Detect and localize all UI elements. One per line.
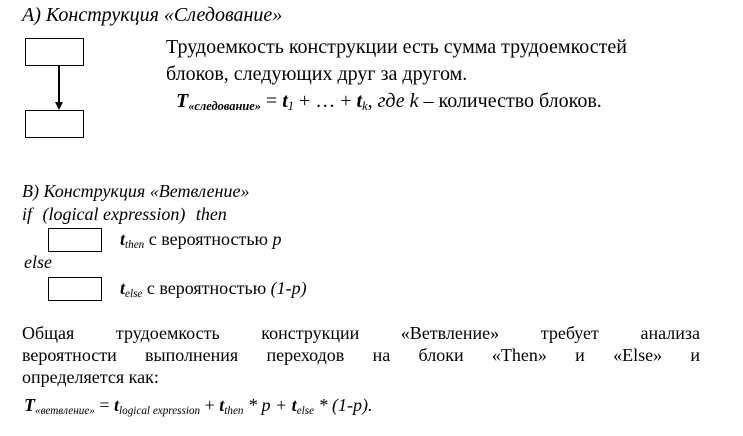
then-keyword: then xyxy=(195,204,227,224)
formula-b-T-sub: «ветвление» xyxy=(35,404,95,417)
else-probability xyxy=(120,278,307,300)
else-keyword: else xyxy=(24,252,52,272)
formula-b-mul2: * (1-p). xyxy=(314,395,373,415)
sequence-arrow-line xyxy=(58,66,60,104)
then-block xyxy=(48,228,102,252)
else-text: с вероятностью xyxy=(142,278,271,298)
sequence-block-bottom xyxy=(25,110,84,138)
sequence-arrow-head xyxy=(55,102,63,110)
formula-a-mid: + … + xyxy=(293,90,357,112)
formula-b-plus1: + xyxy=(200,395,220,415)
section-b-para-line1: Общая трудоемкость конструкции «Ветвление» требует анализа xyxy=(22,323,700,343)
else-t: t xyxy=(120,278,126,298)
formula-a-tk: t xyxy=(356,90,363,112)
then-text: с вероятностью xyxy=(144,229,273,249)
formula-b-mul1: * p + xyxy=(243,395,292,415)
formula-a-tk-sub: k xyxy=(362,99,368,114)
formula-b-eq: = xyxy=(94,395,115,415)
formula-b-t-log: t xyxy=(114,395,120,415)
formula-a-t1-sub: 1 xyxy=(287,99,294,114)
section-b-para-line2: вероятности выполнения переходов на блоки «Then» и «Else» и xyxy=(22,345,700,365)
section-a-formula xyxy=(176,90,602,114)
else-t-sub: else xyxy=(125,287,143,300)
if-keyword: if xyxy=(22,204,33,224)
formula-a-tail-italic: , где k xyxy=(367,90,419,112)
else-block xyxy=(48,277,102,301)
section-b-formula xyxy=(24,395,373,417)
then-t: t xyxy=(120,229,126,249)
then-t-sub: then xyxy=(125,238,145,251)
formula-b-t-then: t xyxy=(219,395,225,415)
logical-expression: (logical expression) xyxy=(42,204,186,224)
section-b-heading: B) Конструкция «Ветвление» xyxy=(22,181,250,201)
formula-a-T-sub: «следование» xyxy=(188,99,261,114)
formula-b-t-else-sub: else xyxy=(296,404,315,417)
formula-a-t1: t xyxy=(282,90,288,112)
formula-b-t-then-sub: then xyxy=(224,404,244,417)
then-p: p xyxy=(272,229,282,249)
formula-a-T: T xyxy=(176,90,189,112)
section-b-para-line3: определяется как: xyxy=(22,367,159,387)
section-a-heading: A) Конструкция «Следование» xyxy=(22,4,283,26)
formula-a-eq: = xyxy=(260,90,283,112)
sequence-block-top xyxy=(25,38,84,66)
formula-b-T: T xyxy=(24,395,35,415)
section-a-text-line2: блоков, следующих друг за другом. xyxy=(166,63,468,85)
if-line xyxy=(22,204,227,225)
formula-b-t-else: t xyxy=(291,395,297,415)
else-p: (1-p) xyxy=(270,278,307,298)
formula-b-t-log-sub: logical expression xyxy=(119,404,201,417)
then-probability xyxy=(120,229,282,251)
section-a-text-line1: Трудоемкость конструкции есть сумма трудоемкостей xyxy=(166,36,627,58)
formula-a-tail: – количество блоков. xyxy=(418,90,602,112)
